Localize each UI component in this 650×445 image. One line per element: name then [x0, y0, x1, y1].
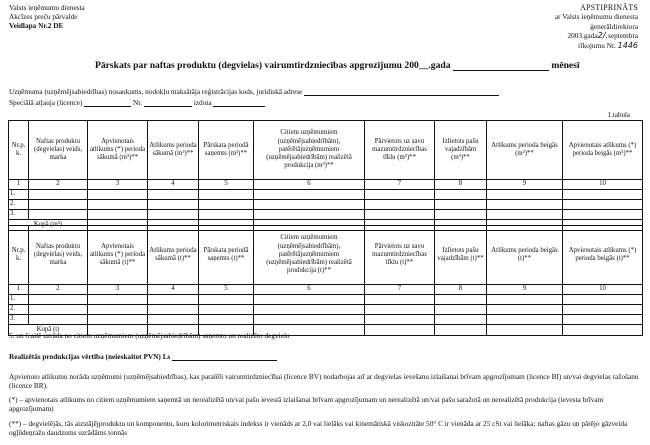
table-volume — [8, 120, 643, 231]
col-number: 5 — [199, 285, 254, 295]
table-cell[interactable] — [563, 305, 643, 315]
table-cell[interactable] — [148, 315, 199, 325]
col-number: 4 — [148, 285, 199, 295]
table-cell[interactable] — [88, 190, 148, 200]
col-number: 9 — [487, 285, 563, 295]
col-number: 9 — [487, 180, 563, 190]
col-header: Pārskata periodā saņemts (m³)** — [199, 121, 254, 180]
table-cell[interactable] — [88, 315, 148, 325]
header-row — [9, 121, 643, 180]
table-cell[interactable] — [88, 295, 148, 305]
report-title: Pārskats par naftas produktu (degvielas) vairumtirdzniecības apgrozījumu 200__.gada mēnesī — [95, 60, 580, 71]
row-number: 3. — [9, 210, 29, 220]
table-cell[interactable] — [148, 210, 199, 220]
table-cell[interactable] — [29, 315, 88, 325]
company-field-row — [9, 87, 499, 96]
table-cell[interactable] — [88, 210, 148, 220]
table-cell[interactable] — [254, 305, 365, 315]
table-cell[interactable] — [148, 190, 199, 200]
handwritten-order-number: 1446 — [617, 40, 638, 50]
table-cell[interactable] — [365, 315, 435, 325]
table-row — [9, 295, 643, 305]
col-header: Naftas produktu (degvielas) veids, marka — [29, 121, 88, 180]
col-header: Izlietots pašu vajadzībām (t)** — [435, 226, 487, 285]
approval-date: 2003.gada2/.septembra — [567, 31, 638, 41]
col-header: Citiem uzņēmumiem (uzņēmējsabiedrībām), patērētājuzņēmumiem (uzņēmējsabiedrībām) realizētā produkcija (m³)** — [254, 121, 365, 180]
table-cell[interactable] — [199, 305, 254, 315]
table-cell[interactable] — [365, 190, 435, 200]
sales-value-row — [9, 352, 644, 361]
table-cell[interactable] — [88, 200, 148, 210]
table-cell[interactable] — [254, 295, 365, 305]
col-header: Nr.p. k. — [9, 121, 29, 180]
col-number: 3 — [88, 285, 148, 295]
issuer-line: Valsts ieņēmumu dienesta — [9, 3, 85, 12]
col-header: Naftas produktu (degvielas) veids, marka — [29, 226, 88, 285]
issued-blank[interactable] — [213, 106, 265, 107]
col-header: Atlikums perioda sākumā (m³)** — [148, 121, 199, 180]
column-number-row — [9, 285, 643, 295]
note-combined-balance: Apvienoto atlikumu norāda uzņēmumi (uzņēmējsabiedrības), kas paralēli vairumtirdzniecībai (licence BV) nodarbojas arī ar degvielas ievešanu izlaišanai brīvam apgrozījumam (licence BI) un/vai degvielas ražošanu (licence BR). — [9, 372, 639, 391]
col-header: Nr.p. k. — [9, 226, 29, 285]
issuer-block — [9, 3, 85, 31]
table-cell[interactable] — [254, 190, 365, 200]
table-cell[interactable] — [148, 305, 199, 315]
col-number: 1 — [9, 285, 29, 295]
table-cell[interactable] — [148, 295, 199, 305]
table-cell[interactable] — [365, 200, 435, 210]
table-cell[interactable] — [435, 200, 487, 210]
license-field-row — [9, 98, 265, 107]
col-number: 2 — [29, 285, 88, 295]
total-label: Kopā (m³) — [9, 220, 88, 231]
table-cell[interactable] — [199, 210, 254, 220]
table-cell[interactable] — [435, 295, 487, 305]
col-header: Pārvietots uz savu mazumtirdzniecības tīklu (m³)** — [365, 121, 435, 180]
month-blank[interactable] — [453, 70, 549, 71]
table-cell[interactable] — [29, 200, 88, 210]
col-number: 3 — [88, 180, 148, 190]
col-header: Pārvietots uz savu mazumtirdzniecības tīklu (t)** — [365, 226, 435, 285]
handwritten-day: 2/. — [597, 31, 608, 41]
col-number: 6 — [254, 180, 365, 190]
table-cell[interactable] — [563, 200, 643, 210]
table-cell[interactable] — [88, 305, 148, 315]
table-cell[interactable] — [487, 200, 563, 210]
table-number: 1.tabula — [607, 111, 630, 119]
table-cell[interactable] — [199, 295, 254, 305]
header-row — [9, 226, 643, 285]
approval-line2: ģenerāldirektora — [590, 21, 638, 31]
col-header: Atlikums perioda beigās (m³)** — [487, 121, 563, 180]
table-cell[interactable] — [435, 305, 487, 315]
col-number: 4 — [148, 180, 199, 190]
table-cell[interactable] — [365, 295, 435, 305]
table-cell[interactable] — [435, 315, 487, 325]
col-header: Atlikums perioda beigās (t)** — [487, 226, 563, 285]
col-number: 5 — [199, 180, 254, 190]
col-header: Apvienotais atlikums (*) perioda beigās (t)** — [563, 226, 643, 285]
table-cell[interactable] — [435, 210, 487, 220]
table-cell[interactable] — [29, 210, 88, 220]
table-cell[interactable] — [563, 210, 643, 220]
col-number: 2 — [29, 180, 88, 190]
form-number: Veidlapa Nr.2 DE — [9, 21, 64, 31]
issuer-department: Akcīzes preču pārvalde — [9, 12, 78, 22]
note-columns: 5. un 6.ailē uzrāda no citiem uzņēmumiem (uzņēmējsabiedrībām) saņemto un realizēto degvielu — [9, 331, 290, 340]
table-cell[interactable] — [148, 200, 199, 210]
col-number: 6 — [254, 285, 365, 295]
row-number: 1. — [9, 295, 29, 305]
table-cell[interactable] — [487, 315, 563, 325]
approval-title: APSTIPRINĀTS — [580, 3, 638, 12]
col-number: 7 — [365, 285, 435, 295]
col-header: Apvienotais atlikums (*) perioda sākumā (t)** — [88, 226, 148, 285]
table-cell[interactable] — [199, 315, 254, 325]
column-number-row — [9, 180, 643, 190]
table-mass — [8, 225, 643, 336]
table-row — [9, 190, 643, 200]
col-header: Izlietots pašu vajadzībām (m³)** — [435, 121, 487, 180]
col-number: 1 — [9, 180, 29, 190]
issued-label: izdota — [193, 98, 212, 107]
col-header: Pārskata periodā saņemts (t)** — [199, 226, 254, 285]
col-header: Atlikums perioda sākumā (t)** — [148, 226, 199, 285]
col-header: Apvienotais atlikums (*) perioda beigās (m³)** — [563, 121, 643, 180]
table-cell[interactable] — [254, 210, 365, 220]
nr-blank[interactable] — [144, 106, 192, 107]
col-number: 7 — [365, 180, 435, 190]
table-cell[interactable] — [199, 190, 254, 200]
table-cell[interactable] — [199, 200, 254, 210]
table-cell[interactable] — [365, 210, 435, 220]
company-label: Uzņēmuma (uzņēmējsabiedrības) nosaukums, nodokļu maksātāja reģistrācijas kods, juridiskā adrese — [9, 87, 303, 96]
nr-label: Nr. — [133, 98, 143, 107]
table-cell[interactable] — [487, 210, 563, 220]
row-number: 3. — [9, 315, 29, 325]
sales-value-blank[interactable] — [172, 360, 277, 361]
row-number: 1. — [9, 190, 29, 200]
row-number: 2. — [9, 305, 29, 315]
col-number: 10 — [563, 285, 643, 295]
col-header: Apvienotais atlikums (*) perioda sākumā (m³)** — [88, 121, 148, 180]
approval-block — [555, 3, 638, 50]
table-cell[interactable] — [435, 190, 487, 200]
license-label: Speciālā atļauja (licence) — [9, 98, 83, 107]
table-cell[interactable] — [563, 190, 643, 200]
table-row — [9, 210, 643, 220]
footnote-double-star: (**) – degvielējās, tās aizstājējproduktu un komponentu, kuru kolorimetriskais indekss ir vienāds ar 2,0 vai lielāks vai kinemātiskā viskozitāte 50° C ir vienāda ar 25 cSt vai lielāka; naftas gāzu un pārējo gāzveida ogļūdeņražu daudzums uzrādāms tonnās — [9, 419, 628, 438]
table-row — [9, 305, 643, 315]
table-row — [9, 315, 643, 325]
approval-order: rīkojumu Nr. 1446 — [578, 40, 638, 50]
table-cell[interactable] — [563, 295, 643, 305]
table-row — [9, 200, 643, 210]
approval-line1: ar Valsts ieņēmumu dienesta — [554, 12, 638, 22]
table-cell[interactable] — [254, 200, 365, 210]
table-cell[interactable] — [29, 295, 88, 305]
table-cell[interactable] — [254, 315, 365, 325]
table-cell[interactable] — [29, 305, 88, 315]
col-number: 8 — [435, 285, 487, 295]
company-blank[interactable] — [304, 95, 499, 96]
table-cell[interactable] — [365, 305, 435, 315]
row-number: 2. — [9, 200, 29, 210]
table-cell[interactable] — [487, 295, 563, 305]
col-header: Citiem uzņēmumiem (uzņēmējsabiedrībām), patērētājuzņēmumiem (uzņēmējsabiedrībām) realizētā produkcija (t)** — [254, 226, 365, 285]
sales-value-label: Realizētās produkcijas vērtība (neieskaitot PVN) Ls — [9, 352, 171, 361]
col-number: 8 — [435, 180, 487, 190]
total-label: Kopā (t) — [9, 325, 88, 336]
table-cell[interactable] — [487, 305, 563, 315]
footnote-single-star: (*) – apvienotais atlikums no citiem uzņēmumiem saņemtā un nerealizētā un/vai pašu ievestā izlaišanai brīvam apgrozījumam un nerealizētā un/vai pašu saražotā un nerealizētā produkcija (ievesta brīvam apgrozījumam) — [9, 395, 604, 414]
table-cell[interactable] — [563, 315, 643, 325]
license-blank[interactable] — [84, 106, 131, 107]
col-number: 10 — [563, 180, 643, 190]
table-cell[interactable] — [29, 190, 88, 200]
table-cell[interactable] — [487, 190, 563, 200]
